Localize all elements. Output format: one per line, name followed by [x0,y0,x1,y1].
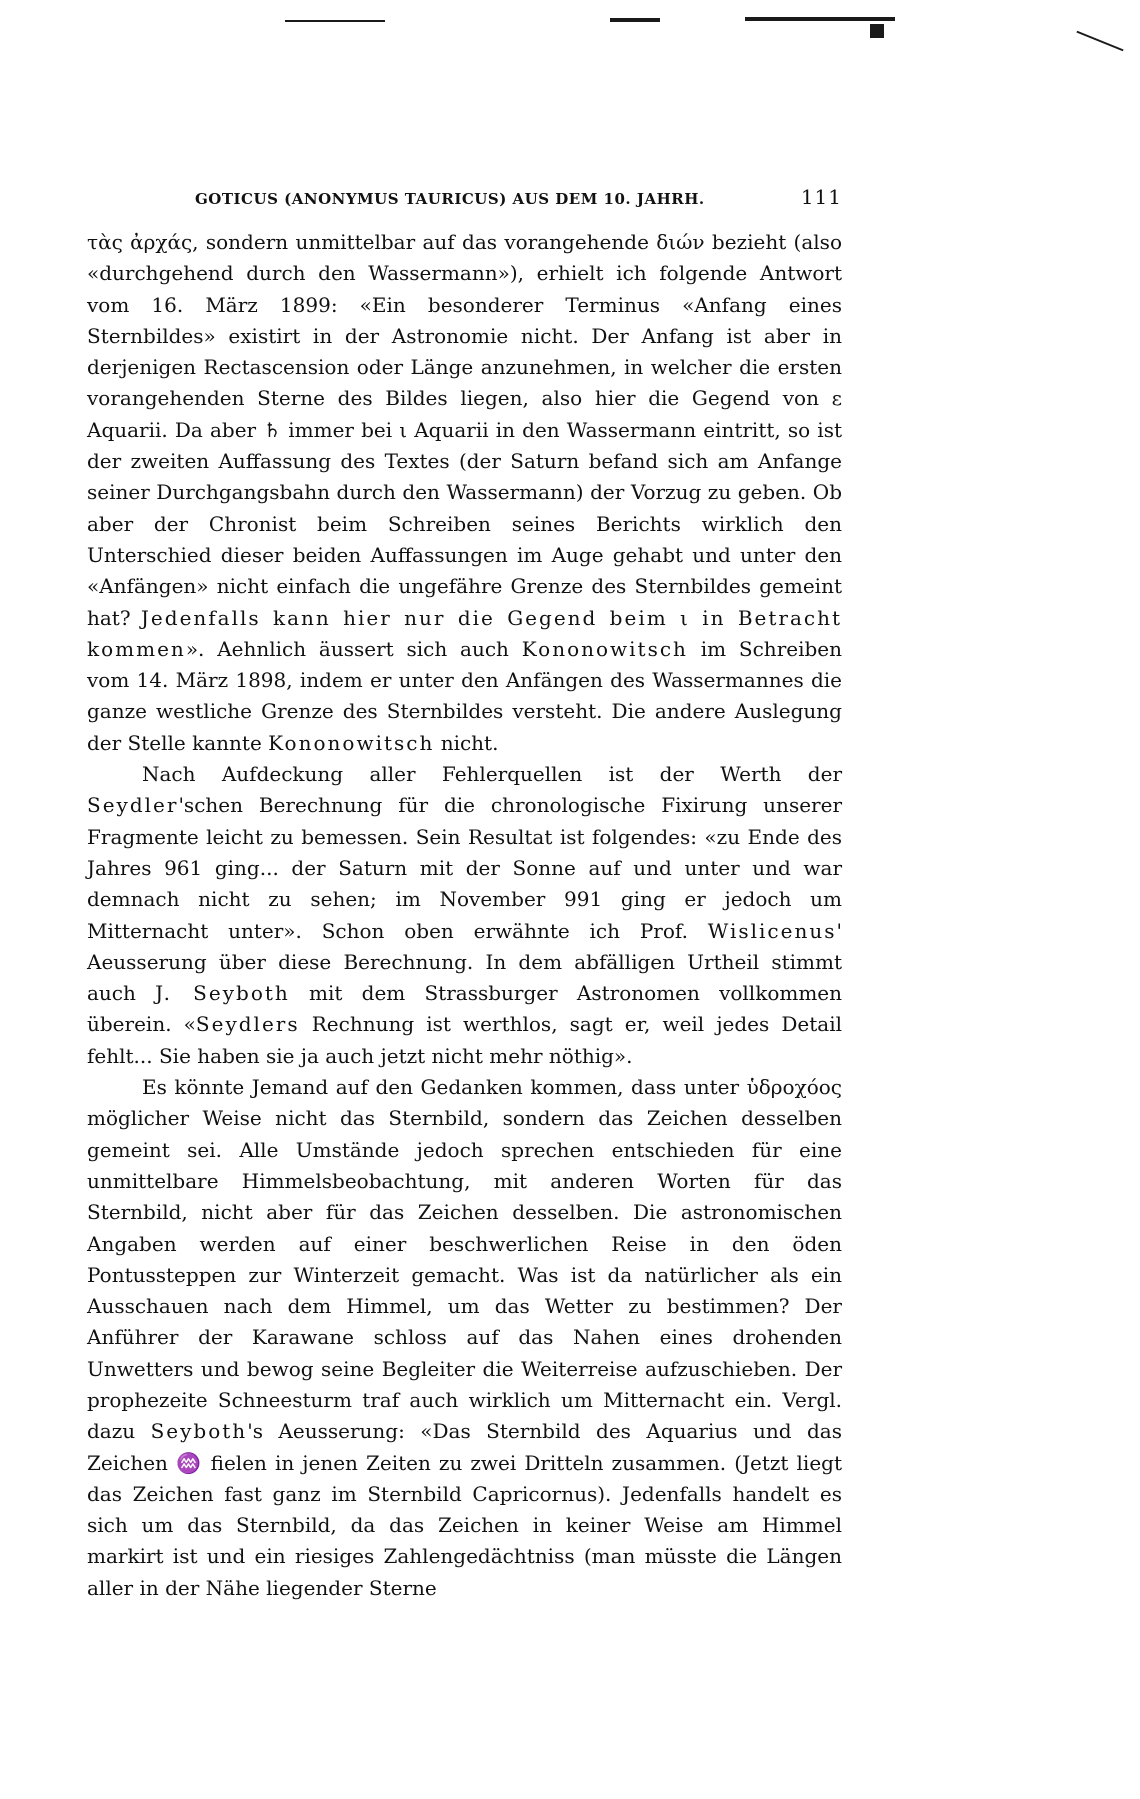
paragraph [87,227,842,759]
paragraph [87,1072,842,1604]
text-run: im Schreiben vom 14. März 1898, indem er unter den Anfängen des Wassermannes die ganze westliche Grenze des Sternbildes versteht. Die andere Auslegung der Stelle kannte [87,636,843,755]
spaced-name: Jedenfalls kann hier nur die Gegend beim ι in Betracht kommen [87,605,842,661]
text-run: ». Aehnlich äussert sich auch [185,636,522,661]
spaced-name: Seydler [87,793,179,818]
text-run: Rechnung ist werthlos, sagt er, weil jedes Detail fehlt... Sie haben sie ja auch jetzt nicht mehr nöthig». [87,1012,842,1068]
scan-mark-top-3 [745,17,895,21]
spaced-name: Seyboth [150,1419,248,1444]
scan-mark-top-4 [870,24,884,38]
running-title: GOTICUS (ANONYMUS TAURICUS) AUS DEM 10. JAHRH. [195,190,705,208]
paragraph [87,759,842,1072]
scan-mark-top-1 [285,20,385,22]
spaced-name: Kononowitsch [521,636,688,661]
page-number: 111 [800,185,842,209]
text-run: mit dem Strassburger Astronomen vollkommen überein. « [87,981,843,1037]
running-head [87,185,842,209]
text-run: 's Aeusserung: «Das Sternbild des Aquarius und das Zeichen ♒ fielen in jenen Zeiten zu zwei Dritteln zusammen. (Jetzt liegt das Zeichen fast ganz im Sternbild Capricornus). Jedenfalls handelt es sich um das Sternbild, da das Zeichen in keiner Weise am Himmel markirt ist und ein riesiges Zahlengedächtniss (man müsste die Längen aller in der Nähe liegender Sterne [87,1419,842,1600]
scan-mark-corner [1076,31,1123,52]
spaced-name: Kononowitsch [268,730,435,755]
text-run: Es könnte Jemand auf den Gedanken kommen, dass unter ὑδροχόος möglicher Weise nicht das Sternbild, sondern das Zeichen desselben gemeint sei. Alle Umstände jedoch sprechen entschieden für eine unmittelbare Himmelsbeobachtung, mit anderen Worten für das Sternbild, nicht aber für das Zeichen desselben. Die astronomischen Angaben werden auf einer beschwerlichen Reise in den öden Pontussteppen zur Winterzeit gemacht. Was ist da natürlicher als ein Ausschauen nach dem Himmel, um das Wetter zu bestimmen? Der Anführer der Karawane schloss auf das Nahen eines drohenden Unwetters und bewog seine Begleiter die Weiterreise aufzuschieben. Der prophezeite Schneesturm traf auch wirklich um Mitternacht ein. Vergl. dazu [87,1075,842,1444]
book-page [87,185,842,1604]
spaced-name: J. Seyboth [155,981,290,1006]
spaced-name: Seydlers [195,1012,300,1037]
text-run: 'schen Berechnung für die chronologische Fixirung unserer Fragmente leicht zu bemessen. Sein Resultat ist folgendes: «zu Ende des Jahres 961 ging... der Saturn mit der Sonne auf und unter und war demnach nicht zu sehen; im November 991 ging er jedoch um Mitternacht unter». Schon oben erwähnte ich Prof. [87,793,842,943]
text-run: τὰς ἀρχάς, sondern unmittelbar auf das vorangehende διών bezieht (also «durchgehend durch den Wassermann»), erhielt ich folgende Antwort vom 16. März 1899: «Ein besonderer Terminus «Anfang eines Sternbildes» existirt in der Astronomie nicht. Der Anfang ist aber in derjenigen Rectascension oder Länge anzunehmen, in welcher die ersten vorangehenden Sterne des Bildes liegen, also hier die Gegend von ε Aquarii. Da aber ♄ immer bei ι Aquarii in den Wassermann eintritt, so ist der zweiten Auffassung des Textes (der Saturn befand sich am Anfange seiner Durchgangsbahn durch den Wassermann) der Vorzug zu geben. Ob aber der Chronist beim Schreiben seines Berichts wirklich den Unterschied dieser beiden Auffassungen im Auge gehabt und unter den «Anfängen» nicht einfach die ungefähre Grenze des Sternbildes gemeint hat? [87,230,842,630]
body-text [87,227,842,1604]
text-run: nicht. [434,730,499,755]
text-run: ' Aeusserung über diese Berechnung. In dem abfälligen Urtheil stimmt auch [87,918,842,1006]
scan-mark-top-2 [610,18,660,22]
text-run: Nach Aufdeckung aller Fehlerquellen ist der Werth der [142,762,842,787]
spaced-name: Wislicenus [707,918,837,943]
